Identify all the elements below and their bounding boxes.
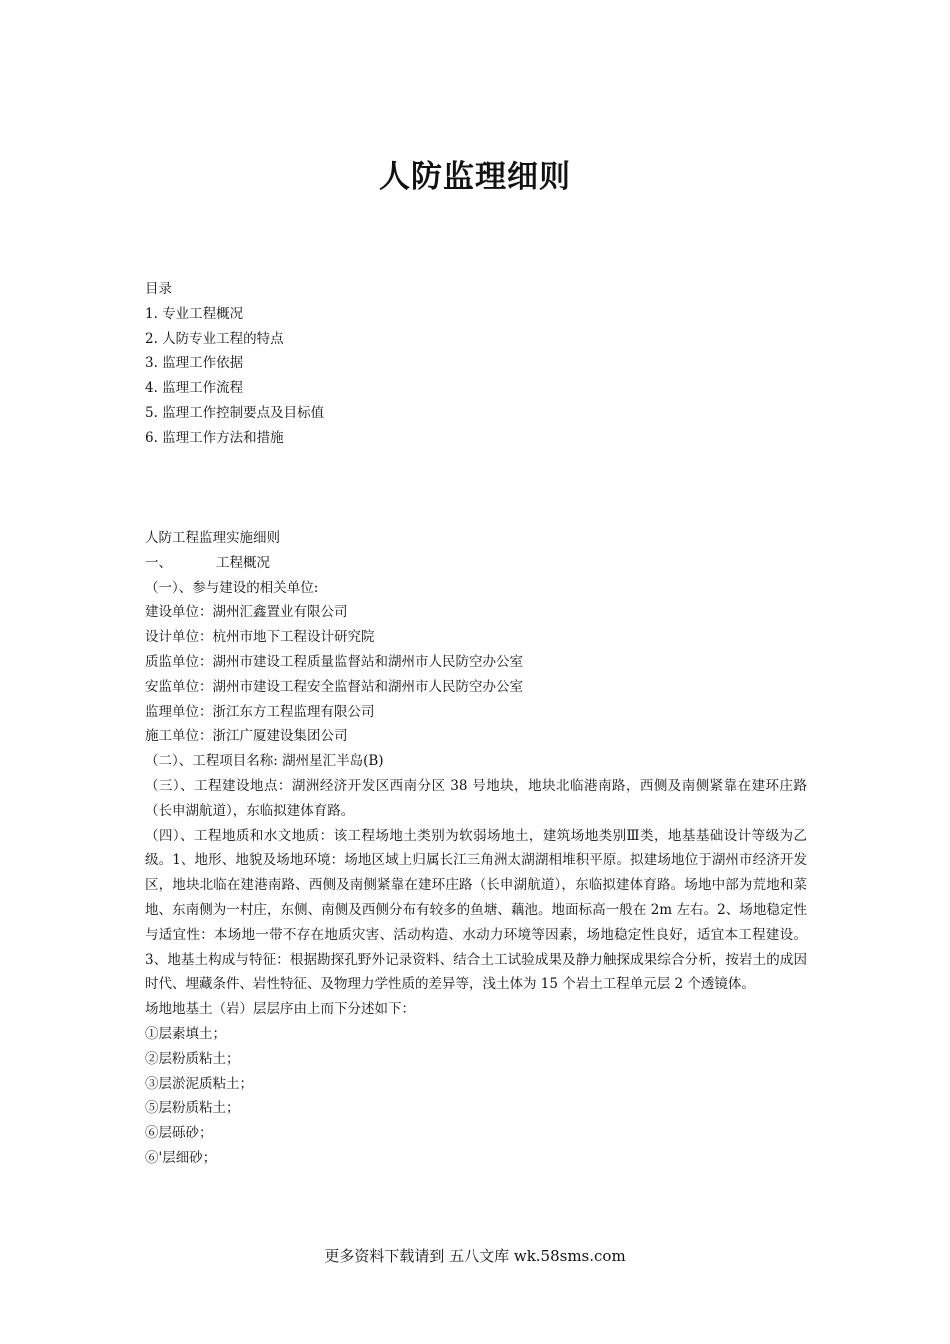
soil-layer-item: ⑥层砾砂；	[145, 1125, 213, 1142]
soil-layer-item: ⑥'层细砂；	[145, 1149, 217, 1166]
toc-item[interactable]: 4. 监理工作流程	[145, 380, 244, 397]
toc-item[interactable]: 5. 监理工作控制要点及目标值	[145, 404, 325, 421]
project-location: （三）、工程建设地点：湖洲经济开发区西南分区 38 号地块，地块北临港南路，西侧及南侧紧靠在建环庄路（长申湖航道），东临拟建体育路。	[145, 777, 807, 819]
toc-item[interactable]: 6. 监理工作方法和措施	[145, 429, 284, 446]
table-of-contents	[145, 277, 805, 451]
soil-layer-item: ⑤层粉质粘土；	[145, 1100, 240, 1117]
toc-heading: 目录	[145, 281, 172, 297]
unit-line: 施工单位：浙江广厦建设集团公司	[145, 728, 348, 745]
layers-intro: 场地地基土（岩）层层序由上而下分述如下：	[145, 1001, 415, 1018]
section-number: 一、	[145, 554, 172, 571]
soil-layer-item: ③层淤泥质粘土；	[145, 1075, 253, 1092]
soil-layer-item: ②层粉质粘土；	[145, 1050, 240, 1067]
project-name: （二）、工程项目名称: 湖州星汇半岛(B)	[145, 753, 384, 770]
unit-line: 质监单位：湖州市建设工程质量监督站和湖州市人民防空办公室	[145, 653, 523, 670]
section-title: 工程概况	[216, 554, 270, 571]
document-body	[145, 526, 807, 1171]
subsection-heading: （一）、参与建设的相关单位:	[145, 579, 319, 596]
document-heading: 人防工程监理实施细则	[145, 530, 280, 546]
unit-line: 建设单位：湖州汇鑫置业有限公司	[145, 604, 348, 621]
section-heading	[145, 551, 807, 576]
toc-item[interactable]: 3. 监理工作依据	[145, 355, 244, 372]
toc-item[interactable]: 2. 人防专业工程的特点	[145, 330, 284, 347]
toc-item[interactable]: 1. 专业工程概况	[145, 305, 244, 322]
geology-paragraph: （四）、工程地质和水文地质：该工程场地土类别为软弱场地土，建筑场地类别Ⅲ类，地基基础设计等级为乙级。1、地形、地貌及场地环境：场地区域上归属长江三角洲太湖湖相堆积平原。拟建场地位于湖州市经济开发区，地块北临在建港南路、西侧及南侧紧靠在建环庄路（长申湖航道），东临拟建体育路。场地中部为荒地和菜地、东南侧为一村庄，东侧、南侧及西侧分布有较多的鱼塘、藕池。地面标高一般在 2m 左右。2、场地稳定性与适宜性：本场地一带不存在地质灾害、活动构造、水动力环境等因素，场地稳定性良好，适宜本工程建设。3、地基土构成与特征：根据勘探孔野外记录资料、结合土工试验成果及静力触探成果综合分析，按岩土的成因时代、埋藏条件、岩性特征、及物理力学性质的差异等，浅土体为 15 个岩土工程单元层 2 个透镜体。	[145, 827, 807, 993]
soil-layer-item: ①层素填土；	[145, 1025, 226, 1042]
unit-line: 设计单位：杭州市地下工程设计研究院	[145, 629, 375, 646]
footer-download-link[interactable]: 更多资料下载请到 五八文库 wk.58sms.com	[324, 1247, 626, 1265]
page-title: 人防监理细则	[379, 159, 571, 195]
unit-line: 监理单位：浙江东方工程监理有限公司	[145, 703, 375, 720]
unit-line: 安监单位：湖州市建设工程安全监督站和湖州市人民防空办公室	[145, 678, 523, 695]
